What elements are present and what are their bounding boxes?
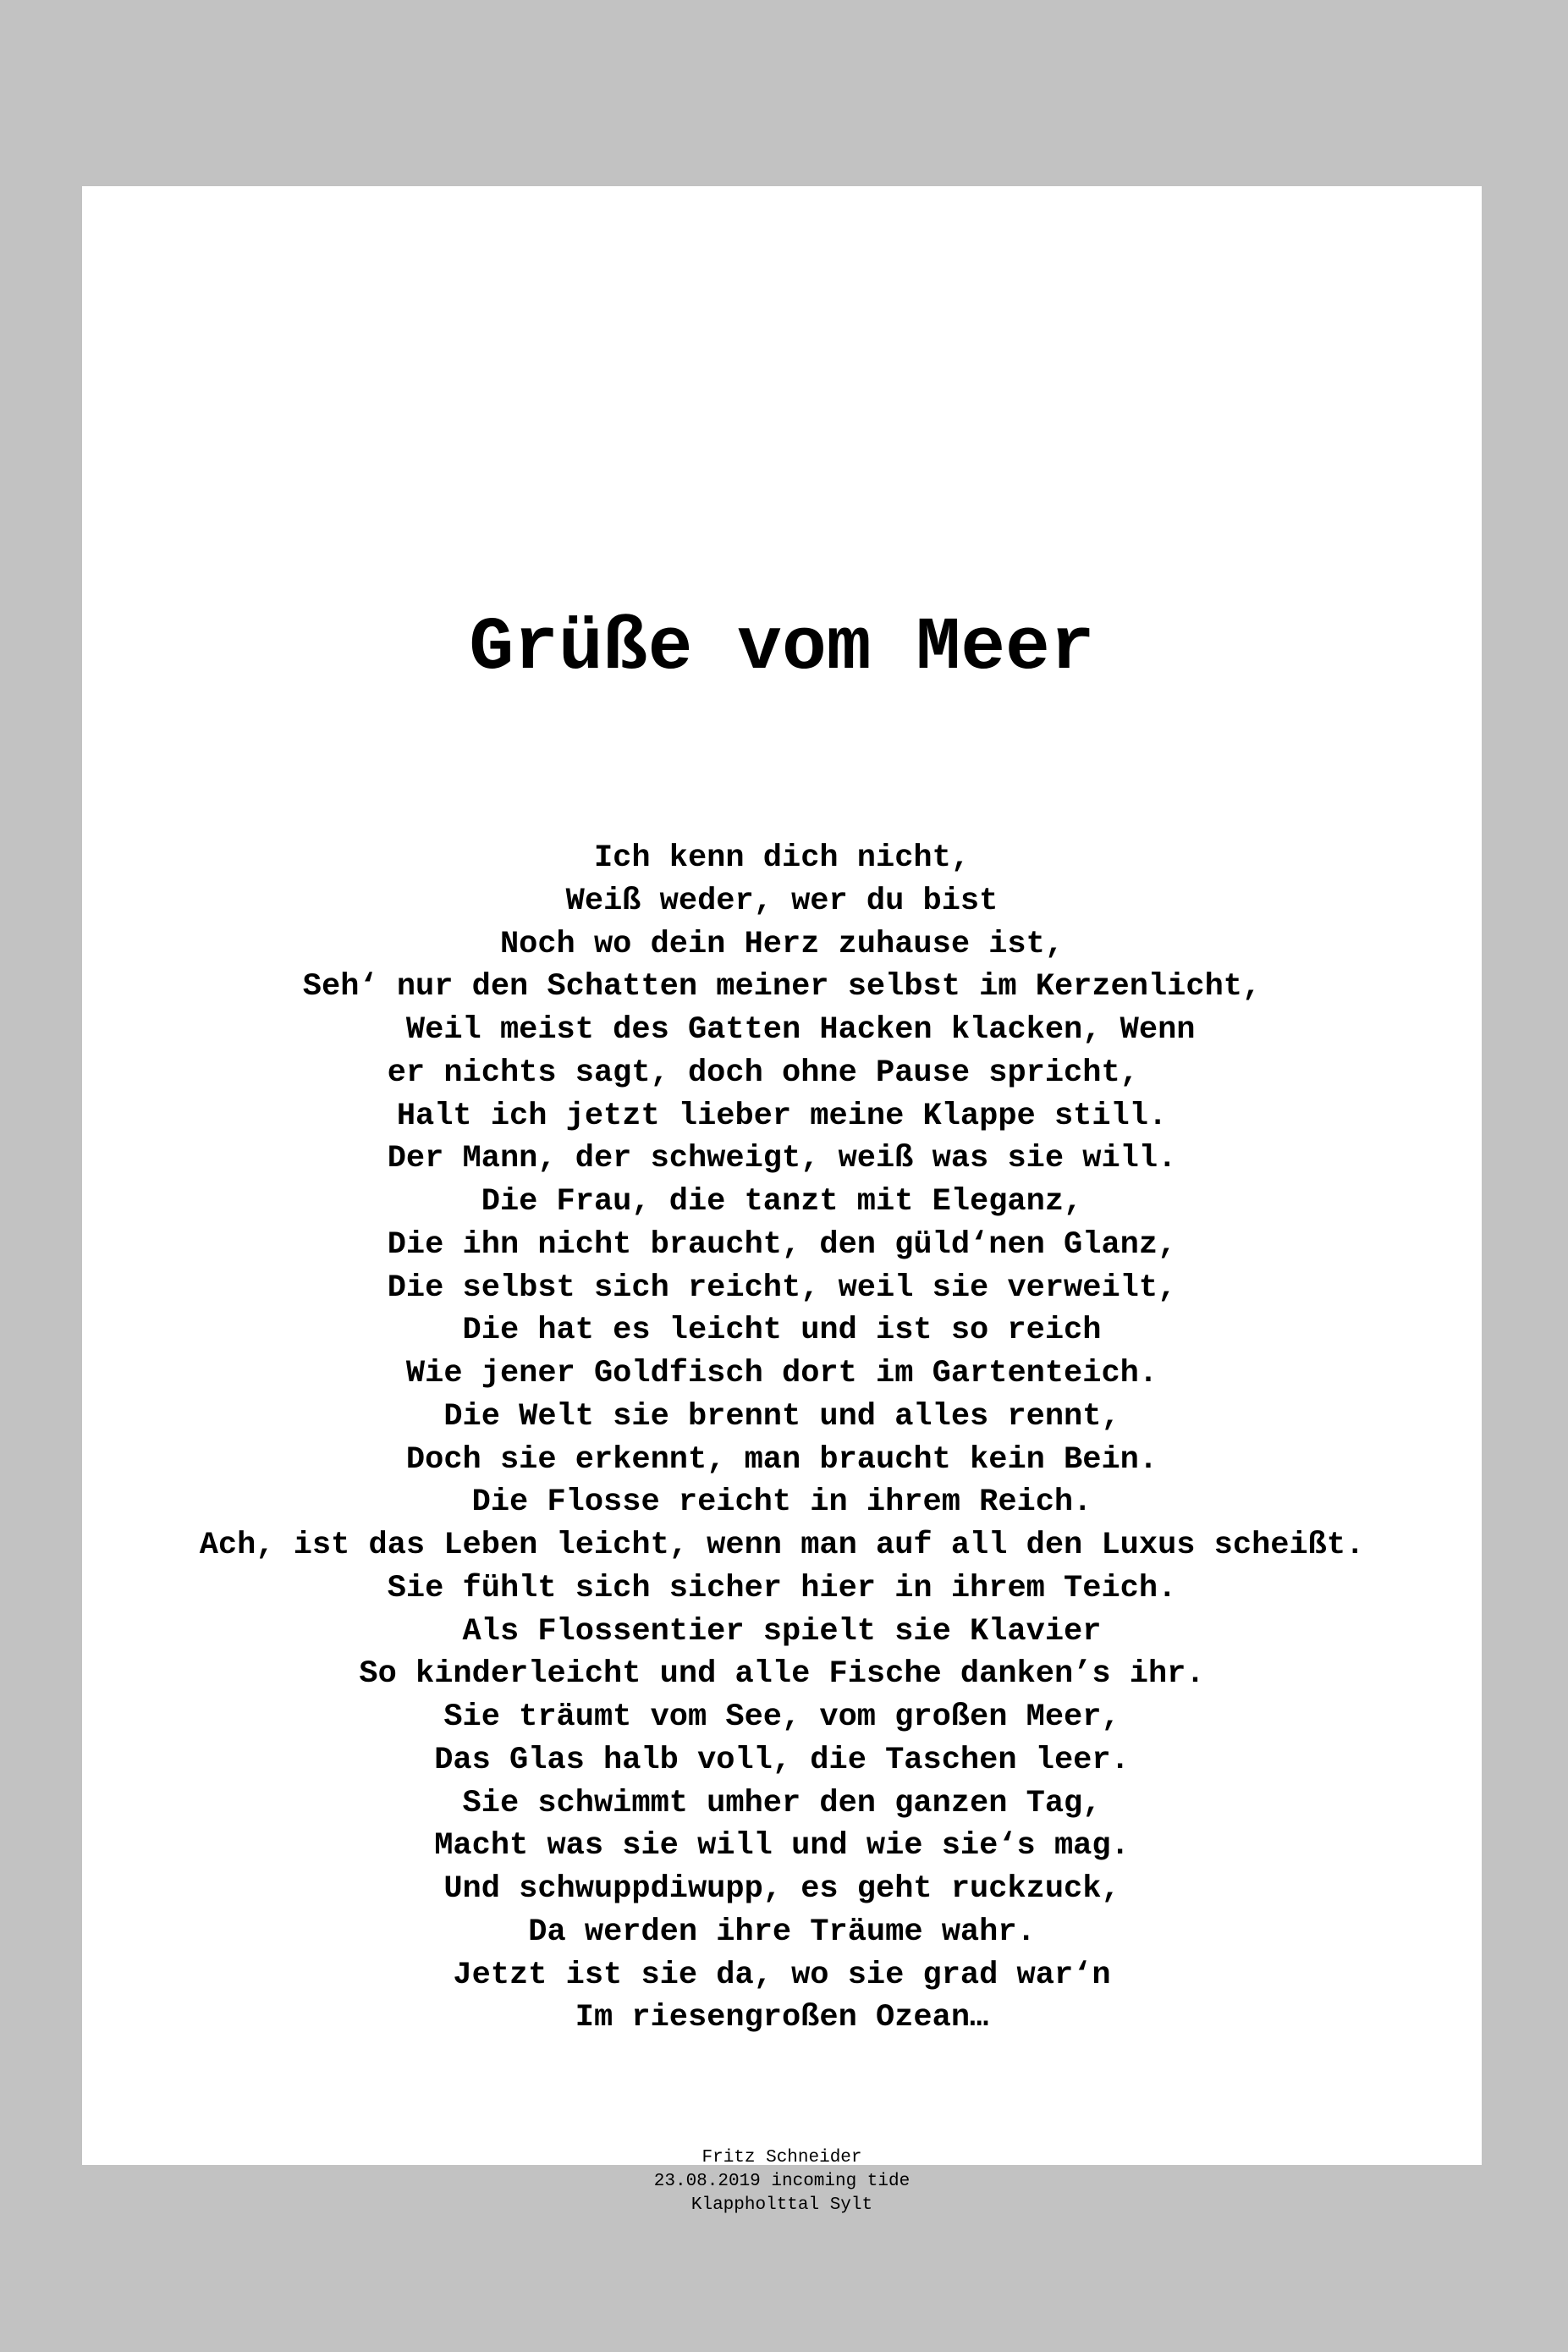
poem-line: Die hat es leicht und ist so reich — [462, 1313, 1102, 1349]
poem-line: Halt ich jetzt lieber meine Klappe still. — [396, 1098, 1168, 1134]
poem-line: Weiß weder, wer du bist — [565, 883, 999, 919]
poem-line: Der Mann, der schweigt, weiß was sie will. — [387, 1141, 1177, 1177]
poem-line: Im riesengroßen Ozean… — [575, 2000, 989, 2036]
poem-line: Macht was sie will und wie sie‘s mag. — [434, 1828, 1130, 1865]
poem-body — [82, 837, 1482, 2040]
poem-line: Die ihn nicht braucht, den güld‘nen Glanz, — [387, 1226, 1177, 1263]
poem-line: Noch wo dein Herz zuhause ist, — [499, 926, 1065, 962]
poem-line: Wie jener Goldfisch dort im Gartenteich. — [405, 1356, 1158, 1391]
poem-page — [82, 186, 1482, 2215]
poem-line: Das Glas halb voll, die Taschen leer. — [434, 1742, 1130, 1778]
poem-line: So kinderleicht und alle Fische danken’s ihr. — [359, 1656, 1205, 1693]
poem-line: Die Frau, die tanzt mit Eleganz, — [481, 1184, 1083, 1220]
poem-line: Weil meist des Gatten Hacken klacken, Wenn — [368, 1012, 1196, 1048]
poem-line: er nichts sagt, doch ohne Pause spricht, — [387, 1055, 1177, 1091]
poem-line: Die selbst sich reicht, weil sie verweilt, — [387, 1270, 1177, 1306]
poem-line: Die Flosse reicht in ihrem Reich. — [471, 1484, 1092, 1521]
poem-location: Klappholttal Sylt — [690, 2195, 873, 2215]
poem-line: Sie schwimmt umher den ganzen Tag, — [462, 1785, 1102, 1821]
poem-line: Da werden ihre Träume wahr. — [528, 1914, 1036, 1950]
poem-line: Als Flossentier spielt sie Klavier — [462, 1613, 1102, 1650]
poem-line: Doch sie erkennt, man braucht kein Bein. — [405, 1441, 1158, 1478]
poem-line: Jetzt ist sie da, wo sie grad war‘n — [453, 1957, 1111, 1993]
poem-line: Ach, ist das Leben leicht, wenn man auf all den Luxus scheißt. — [199, 1528, 1365, 1563]
poem-title: Grüße vom Meer — [469, 607, 1095, 691]
poem-line: Seh‘ nur den Schatten meiner selbst im Kerzenlicht, — [302, 969, 1262, 1005]
poem-line: Sie träumt vom See, vom großen Meer, — [443, 1699, 1120, 1735]
poem-line: Und schwuppdiwupp, es geht ruckzuck, — [443, 1871, 1120, 1907]
author-credit — [82, 2146, 1482, 2217]
poem-line: Ich kenn dich nicht, — [593, 840, 971, 876]
poem-line: Sie fühlt sich sicher hier in ihrem Teich. — [387, 1570, 1177, 1606]
poem-date: 23.08.2019 incoming tide — [653, 2172, 911, 2191]
poem-line: Die Welt sie brennt und alles rennt, — [443, 1398, 1120, 1435]
author-name: Fritz Schneider — [701, 2148, 862, 2167]
